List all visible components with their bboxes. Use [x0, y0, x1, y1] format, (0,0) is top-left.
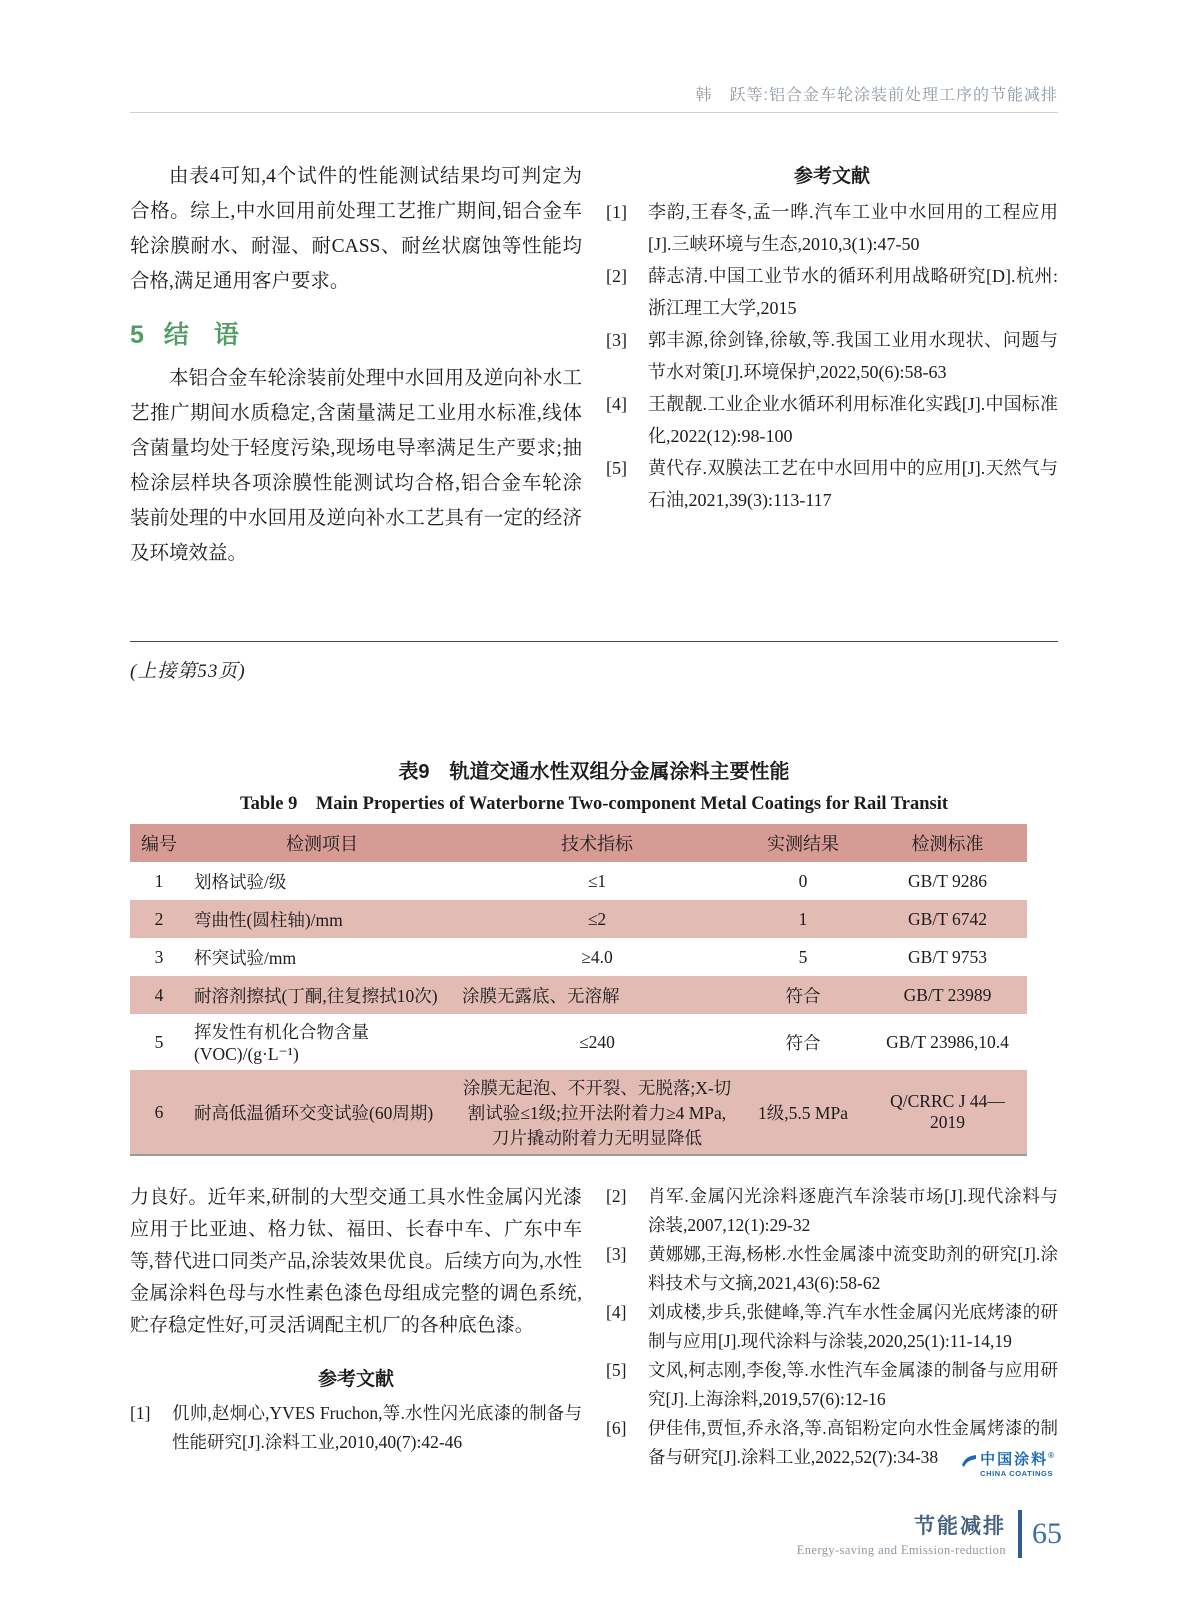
table9	[130, 824, 1027, 1156]
table-cell: Q/CRRC J 44—2019	[890, 1091, 1005, 1132]
references-title: 参考文献	[793, 166, 870, 187]
table-caption-cn: 表9 轨道交通水性双组分金属涂料主要性能	[398, 761, 790, 783]
table-cell: 4	[154, 984, 164, 1005]
reference-item	[606, 388, 1058, 452]
table-cell: GB/T 23989	[903, 984, 992, 1005]
page-number: 65	[1032, 1517, 1062, 1550]
table-body	[130, 862, 1027, 1156]
reference-item	[606, 1298, 1058, 1356]
logo-trademark: ®	[1048, 1451, 1056, 1461]
table-header-row	[130, 824, 1027, 862]
table-cell: 挥发性有机化合物含量(VOC)/(g·L⁻¹)	[194, 1022, 369, 1064]
table-cell: 6	[154, 1101, 164, 1122]
table-cell: 弯曲性(圆柱轴)/mm	[194, 909, 343, 930]
footer-column-cn: 节能减排	[914, 1515, 1006, 1538]
section-heading	[130, 315, 582, 351]
table-cell: GB/T 6742	[908, 908, 987, 929]
running-head: 韩 跃等:铝合金车轮涂装前处理工序的节能减排	[695, 87, 1058, 104]
reference-label: [6]	[606, 1418, 627, 1438]
table-cell: 杯突试验/mm	[194, 947, 297, 968]
column-header: 检测标准	[911, 834, 984, 854]
table-cell: 1级,5.5 MPa	[758, 1102, 848, 1123]
table-cell: GB/T 9286	[908, 870, 987, 891]
reference-item	[606, 260, 1058, 324]
table-cell: GB/T 9753	[908, 946, 987, 967]
table-row	[130, 938, 1027, 976]
table-row	[130, 862, 1027, 900]
reference-label: [2]	[606, 266, 627, 286]
page-footer	[797, 1510, 1062, 1558]
table-cell: 涂膜无露底、无溶解	[462, 985, 620, 1006]
table-cell: 3	[154, 946, 164, 967]
reference-item	[606, 1240, 1058, 1298]
reference-text: 郭丰源,徐剑锋,徐敏,等.我国工业用水现状、问题与节水对策[J].环境保护,2022,50(6):58-63	[648, 330, 1058, 382]
reference-item	[606, 452, 1058, 516]
table-cell: 1	[154, 870, 164, 891]
article-end-section	[130, 159, 1058, 571]
logo-cn-text: 中国涂料	[980, 1451, 1049, 1469]
table-cell: ≤2	[587, 908, 607, 929]
column-header: 技术指标	[561, 834, 633, 854]
reference-text: 薛志清.中国工业节水的循环利用战略研究[D].杭州:浙江理工大学,2015	[648, 266, 1058, 318]
footer-divider-bar	[1018, 1510, 1022, 1558]
page-content	[130, 0, 1058, 1479]
reference-text: 刘成楼,步兵,张健峰,等.汽车水性金属闪光底烤漆的研制与应用[J].现代涂料与涂装,2020,25(1):11-14,19	[648, 1302, 1058, 1351]
continuation-note: (上接第53页)	[130, 661, 246, 682]
reference-item	[130, 1399, 582, 1457]
table9-block	[130, 755, 1058, 1156]
reference-item	[606, 324, 1058, 388]
footer-column-en: Energy-saving and Emission-reduction	[796, 1543, 1006, 1557]
column-header: 实测结果	[767, 834, 839, 854]
running-head-rule	[130, 112, 1058, 113]
reference-item	[606, 196, 1058, 260]
right-column	[606, 159, 1058, 571]
column-header: 编号	[141, 834, 177, 854]
reference-label: [2]	[606, 1186, 627, 1206]
column-header: 检测项目	[286, 834, 358, 854]
references-title: 参考文献	[317, 1369, 394, 1390]
china-coatings-logo	[961, 1452, 1056, 1478]
footer-column-titles	[797, 1510, 1006, 1558]
table-cell: 划格试验/级	[194, 871, 287, 892]
table-cell: GB/T 23986,10.4	[886, 1031, 1009, 1052]
reference-item	[606, 1182, 1058, 1240]
body-paragraph: 力良好。近年来,研制的大型交通工具水性金属闪光漆应用于比亚迪、格力钛、福田、长春中车、广东中车等,替代进口同类产品,涂装效果优良。后续方向为,水性金属涂料色母与水性素色漆色母组成完整的调色系统,贮存稳定性好,可灵活调配主机厂的各种底色漆。	[130, 1187, 582, 1336]
reference-text: 文风,柯志刚,李俊,等.水性汽车金属漆的制备与应用研究[J].上海涂料,2019,57(6):12-16	[648, 1360, 1058, 1409]
reference-label: [3]	[606, 1244, 627, 1264]
right-column	[606, 1182, 1058, 1479]
reference-label: [5]	[606, 1360, 627, 1380]
table-cell: ≤1	[587, 870, 607, 891]
table-cell: 耐高低温循环交变试验(60周期)	[194, 1102, 434, 1123]
reference-text: 肖军.金属闪光涂料逐鹿汽车涂装市场[J].现代涂料与涂装,2007,12(1):29-32	[648, 1186, 1058, 1235]
table-row	[130, 900, 1027, 938]
table-row	[130, 1070, 1027, 1154]
table-cell: 0	[798, 870, 808, 891]
logo-en-text: CHINA COATINGS	[980, 1469, 1054, 1479]
references-list	[606, 196, 1058, 516]
reference-text: 伊佳伟,贾恒,乔永洛,等.高铝粉定向水性金属烤漆的制备与研究[J].涂料工业,2022,52(7):34-38	[648, 1418, 1058, 1467]
reference-label: [4]	[606, 394, 627, 414]
article-divider-rule	[130, 641, 1058, 642]
reference-label: [1]	[130, 1403, 151, 1423]
table-cell: 1	[798, 908, 808, 929]
references-list	[606, 1182, 1058, 1472]
table-cell: 5	[154, 1031, 164, 1052]
table-caption-en: Table 9 Main Properties of Waterborne Two-component Metal Coatings for Rail Transit	[239, 794, 949, 814]
reference-text: 仉帅,赵炯心,YVES Fruchon,等.水性闪光底漆的制备与性能研究[J].涂料工业,2010,40(7):42-46	[172, 1403, 582, 1452]
reference-text: 王靓靓.工业企业水循环利用标准化实践[J].中国标准化,2022(12):98-100	[648, 394, 1058, 446]
table-cell: ≤240	[579, 1031, 615, 1052]
table-cell: ≥4.0	[581, 946, 613, 967]
reference-text: 黄娜娜,王海,杨彬.水性金属漆中流变助剂的研究[J].涂料技术与文摘,2021,43(6):58-62	[648, 1244, 1058, 1293]
reference-text: 黄代存.双膜法工艺在中水回用中的应用[J].天然气与石油,2021,39(3):113-117	[648, 458, 1058, 510]
reference-label: [3]	[606, 330, 627, 350]
left-column	[130, 159, 582, 571]
reference-label: [1]	[606, 202, 627, 222]
reference-item	[606, 1356, 1058, 1414]
table-cell: 符合	[785, 1032, 821, 1053]
reference-label: [4]	[606, 1302, 627, 1322]
continued-article-section	[130, 1182, 1058, 1479]
table-row	[130, 976, 1027, 1014]
reference-label: [5]	[606, 458, 627, 478]
body-paragraph: 本铝合金车轮涂装前处理中水回用及逆向补水工艺推广期间水质稳定,含菌量满足工业用水标准,线体含菌量均处于轻度污染,现场电导率满足生产要求;抽检涂层样块各项涂膜性能测试均合格,铝合金车轮涂装前处理的中水回用及逆向补水工艺具有一定的经济及环境效益。	[130, 368, 582, 564]
logo-swoosh-icon	[961, 1454, 977, 1468]
table-row	[130, 1014, 1027, 1070]
logo-text	[980, 1452, 1056, 1478]
reference-text: 李韵,王春冬,孟一晔.汽车工业中水回用的工程应用[J].三峡环境与生态,2010,3(1):47-50	[648, 202, 1058, 254]
table-cell: 涂膜无起泡、不开裂、无脱落;X-切割试验≤1级;拉开法附着力≥4 MPa,刀片撬动附着力无明显降低	[462, 1077, 732, 1148]
table-cell: 5	[798, 946, 808, 967]
table-cell: 2	[154, 908, 164, 929]
body-paragraph: 由表4可知,4个试件的性能测试结果均可判定为合格。综上,中水回用前处理工艺推广期间,铝合金车轮涂膜耐水、耐湿、耐CASS、耐丝状腐蚀等性能均合格,满足通用客户要求。	[130, 166, 582, 292]
left-column	[130, 1182, 582, 1472]
references-list	[130, 1399, 582, 1457]
section-title: 结 语	[163, 321, 239, 349]
section-number: 5	[130, 321, 144, 349]
table-cell: 耐溶剂擦拭(丁酮,往复擦拭10次)	[194, 985, 438, 1006]
table-cell: 符合	[785, 985, 821, 1006]
